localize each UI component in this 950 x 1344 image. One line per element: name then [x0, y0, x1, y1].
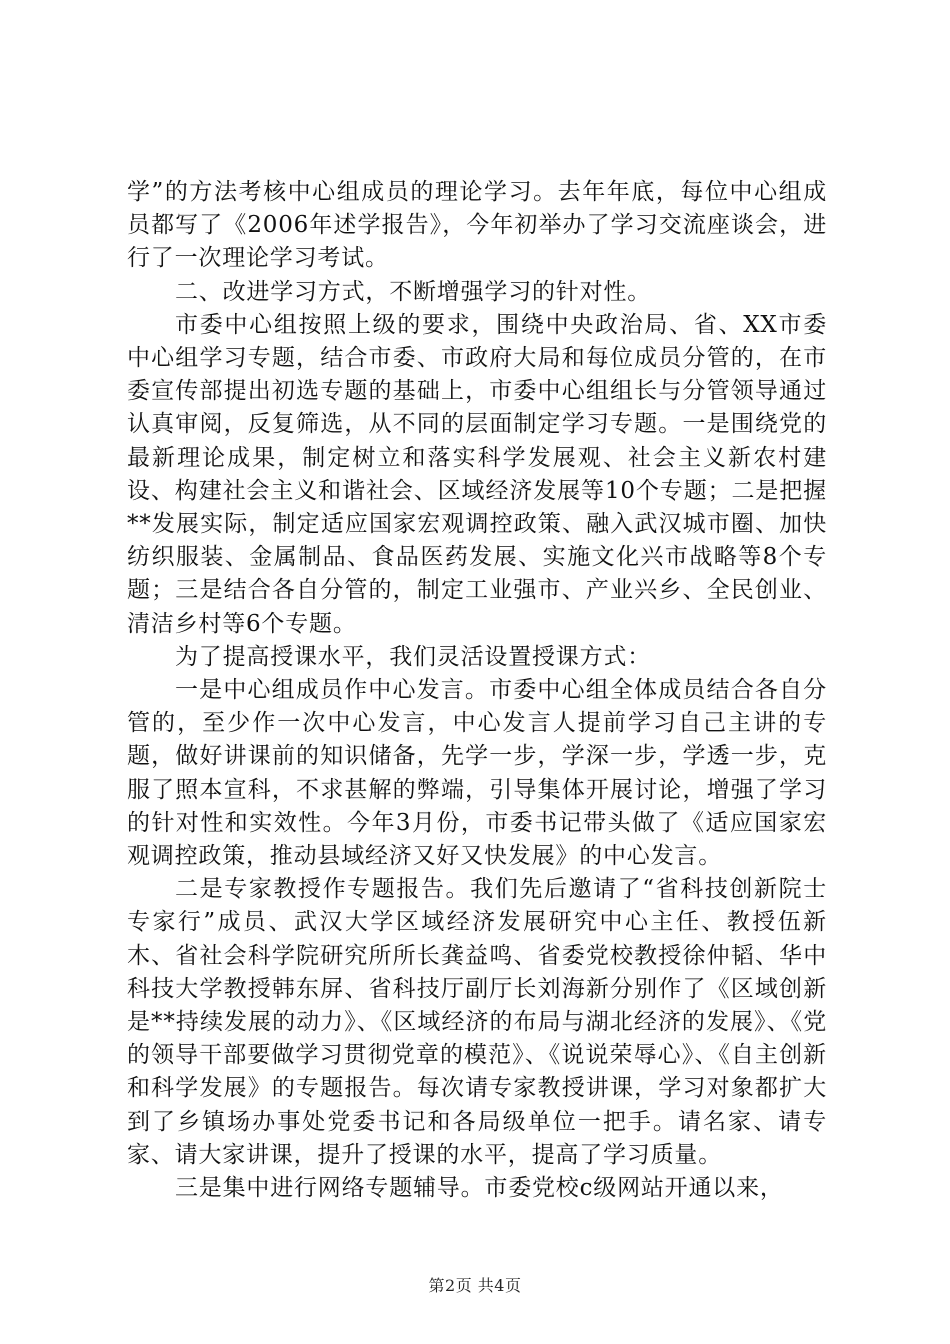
- paragraph-continuation: 学”的方法考核中心组成员的理论学习。去年年底，每位中心组成员都写了《2006年述学报告》，今年初举办了学习交流座谈会，进行了一次理论学习考试。: [127, 179, 827, 272]
- paragraph-study-topics: 市委中心组按照上级的要求，围绕中央政治局、省、XX市委中心组学习专题，结合市委、市政府大局和每位成员分管的，在市委宣传部提出初选专题的基础上，市委中心组组长与分管领导通过认真审阅，反复筛选，从不同的层面制定学习专题。一是围绕党的最新理论成果，制定树立和落实科学发展观、社会主义新农村建设、构建社会主义和谐社会、区域经济发展等10个专题；二是把握**发展实际，制定适应国家宏观调控政策、融入武汉城市圈、加快纺织服装、金属制品、食品医药发展、实施文化兴市战略等8个专题；三是结合各自分管的，制定工业强市、产业兴乡、全民创业、清洁乡村等6个专题。: [127, 311, 827, 637]
- page-number-footer: 第2页 共4页: [428, 1276, 522, 1295]
- paragraph-method-two: 二是专家教授作专题报告。我们先后邀请了“省科技创新院士专家行”成员、武汉大学区域经济发展研究中心主任、教授伍新木、省社会科学院研究所所长龚益鸣、省委党校教授徐仲韬、华中科技大学教授韩东屏、省科技厅副厅长刘海新分别作了《区域创新是**持续发展的动力》、《区域经济的布局与湖北经济的发展》、《党的领导干部要做学习贯彻党章的模范》、《说说荣辱心》、《自主创新和科学发展》的专题报告。每次请专家教授讲课，学习对象都扩大到了乡镇场办事处党委书记和各局级单位一把手。请名家、请专家、请大家讲课，提升了授课的水平，提高了学习质量。: [127, 876, 827, 1168]
- section-heading: 二、改进学习方式，不断增强学习的针对性。: [175, 278, 651, 305]
- paragraph-method-three: 三是集中进行网络专题辅导。市委党校c级网站开通以来，: [175, 1175, 784, 1202]
- document-body: [127, 176, 827, 1205]
- paragraph-method-one: 一是中心组成员作中心发言。市委中心组全体成员结合各自分管的，至少作一次中心发言，中心发言人提前学习自己主讲的专题，做好讲课前的知识储备，先学一步，学深一步，学透一步，克服了照本宣科，不求甚解的弊端，引导集体开展讨论，增强了学习的针对性和实效性。今年3月份，市委书记带头做了《适应国家宏观调控政策，推动县域经济又好又快发展》的中心发言。: [127, 677, 827, 870]
- paragraph-teaching-methods-intro: 为了提高授课水平，我们灵活设置授课方式：: [175, 643, 651, 670]
